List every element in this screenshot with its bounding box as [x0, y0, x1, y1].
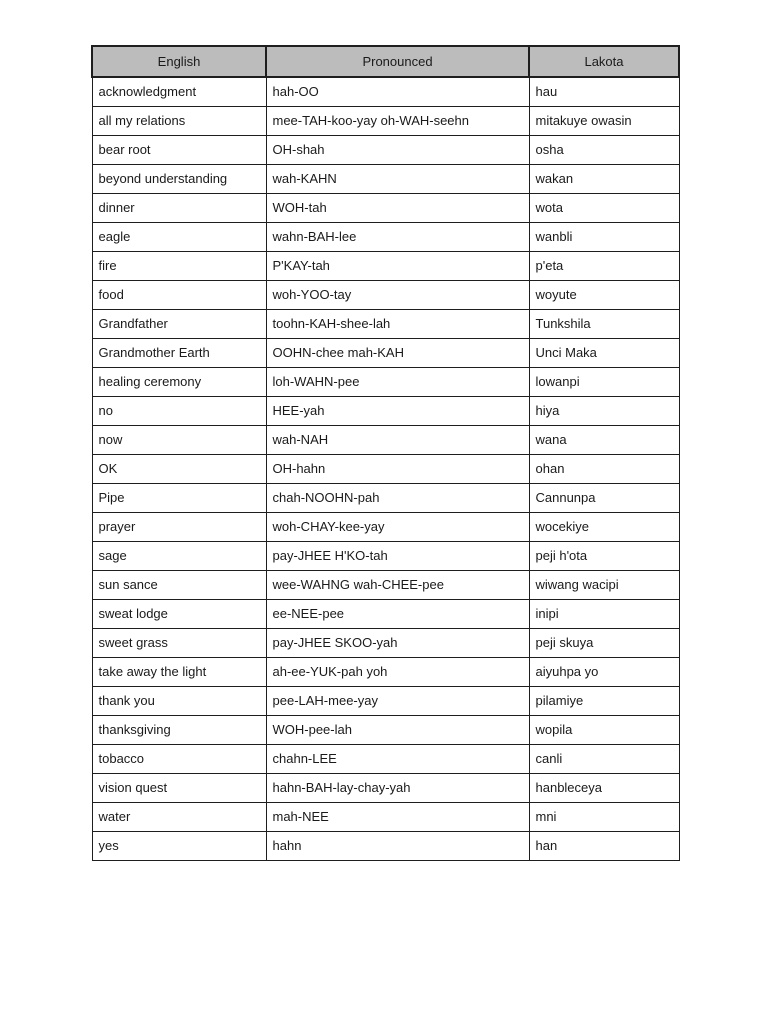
cell-english: sweet grass: [92, 628, 266, 657]
cell-pronounced: woh-CHAY-kee-yay: [266, 512, 529, 541]
cell-lakota: canli: [529, 744, 679, 773]
table-row: [92, 744, 679, 773]
header-row: [92, 46, 679, 77]
cell-english: dinner: [92, 193, 266, 222]
table-row: [92, 599, 679, 628]
table-row: [92, 686, 679, 715]
cell-lakota: osha: [529, 135, 679, 164]
cell-lakota: hiya: [529, 396, 679, 425]
cell-lakota: han: [529, 831, 679, 860]
cell-english: sun sance: [92, 570, 266, 599]
cell-english: OK: [92, 454, 266, 483]
cell-english: Grandfather: [92, 309, 266, 338]
table-row: [92, 193, 679, 222]
table-row: [92, 715, 679, 744]
table-row: [92, 396, 679, 425]
table-body: [92, 77, 679, 860]
cell-pronounced: toohn-KAH-shee-lah: [266, 309, 529, 338]
cell-pronounced: HEE-yah: [266, 396, 529, 425]
header-english: English: [92, 46, 266, 77]
cell-lakota: wopila: [529, 715, 679, 744]
cell-english: fire: [92, 251, 266, 280]
table-row: [92, 251, 679, 280]
cell-lakota: ohan: [529, 454, 679, 483]
table-row: [92, 77, 679, 106]
cell-lakota: mni: [529, 802, 679, 831]
cell-pronounced: ah-ee-YUK-pah yoh: [266, 657, 529, 686]
table-row: [92, 773, 679, 802]
cell-english: now: [92, 425, 266, 454]
table-row: [92, 802, 679, 831]
cell-pronounced: woh-YOO-tay: [266, 280, 529, 309]
table-row: [92, 164, 679, 193]
cell-pronounced: wee-WAHNG wah-CHEE-pee: [266, 570, 529, 599]
table-row: [92, 135, 679, 164]
cell-pronounced: loh-WAHN-pee: [266, 367, 529, 396]
cell-lakota: peji h'ota: [529, 541, 679, 570]
cell-pronounced: ee-NEE-pee: [266, 599, 529, 628]
cell-lakota: wocekiye: [529, 512, 679, 541]
cell-pronounced: hahn: [266, 831, 529, 860]
vocabulary-table: [91, 45, 680, 861]
cell-lakota: Unci Maka: [529, 338, 679, 367]
cell-english: thank you: [92, 686, 266, 715]
cell-lakota: wakan: [529, 164, 679, 193]
table-header: [92, 46, 679, 77]
cell-lakota: peji skuya: [529, 628, 679, 657]
cell-lakota: inipi: [529, 599, 679, 628]
cell-english: eagle: [92, 222, 266, 251]
cell-pronounced: wah-NAH: [266, 425, 529, 454]
cell-pronounced: wahn-BAH-lee: [266, 222, 529, 251]
cell-lakota: wana: [529, 425, 679, 454]
cell-english: sage: [92, 541, 266, 570]
table-row: [92, 338, 679, 367]
table-row: [92, 512, 679, 541]
cell-english: sweat lodge: [92, 599, 266, 628]
cell-pronounced: chah-NOOHN-pah: [266, 483, 529, 512]
cell-pronounced: OH-shah: [266, 135, 529, 164]
cell-english: healing ceremony: [92, 367, 266, 396]
table-row: [92, 106, 679, 135]
cell-english: acknowledgment: [92, 77, 266, 106]
cell-pronounced: pay-JHEE SKOO-yah: [266, 628, 529, 657]
table-row: [92, 628, 679, 657]
cell-lakota: Cannunpa: [529, 483, 679, 512]
cell-lakota: lowanpi: [529, 367, 679, 396]
cell-lakota: mitakuye owasin: [529, 106, 679, 135]
cell-lakota: hau: [529, 77, 679, 106]
cell-lakota: aiyuhpa yo: [529, 657, 679, 686]
cell-lakota: hanbleceya: [529, 773, 679, 802]
table-row: [92, 657, 679, 686]
cell-english: Pipe: [92, 483, 266, 512]
cell-lakota: Tunkshila: [529, 309, 679, 338]
cell-lakota: p'eta: [529, 251, 679, 280]
cell-pronounced: P'KAY-tah: [266, 251, 529, 280]
cell-pronounced: wah-KAHN: [266, 164, 529, 193]
cell-english: water: [92, 802, 266, 831]
cell-lakota: wanbli: [529, 222, 679, 251]
table-row: [92, 367, 679, 396]
cell-pronounced: OH-hahn: [266, 454, 529, 483]
table-row: [92, 483, 679, 512]
cell-english: all my relations: [92, 106, 266, 135]
cell-lakota: woyute: [529, 280, 679, 309]
cell-pronounced: pay-JHEE H'KO-tah: [266, 541, 529, 570]
table-row: [92, 454, 679, 483]
cell-lakota: wiwang wacipi: [529, 570, 679, 599]
table-row: [92, 831, 679, 860]
table-row: [92, 570, 679, 599]
cell-pronounced: chahn-LEE: [266, 744, 529, 773]
table-row: [92, 309, 679, 338]
cell-english: vision quest: [92, 773, 266, 802]
cell-english: beyond understanding: [92, 164, 266, 193]
cell-english: no: [92, 396, 266, 425]
cell-english: tobacco: [92, 744, 266, 773]
cell-english: prayer: [92, 512, 266, 541]
cell-pronounced: WOH-tah: [266, 193, 529, 222]
cell-pronounced: hah-OO: [266, 77, 529, 106]
table-row: [92, 541, 679, 570]
cell-english: food: [92, 280, 266, 309]
header-pronounced: Pronounced: [266, 46, 529, 77]
cell-english: yes: [92, 831, 266, 860]
cell-pronounced: OOHN-chee mah-KAH: [266, 338, 529, 367]
table-row: [92, 425, 679, 454]
cell-pronounced: WOH-pee-lah: [266, 715, 529, 744]
table-row: [92, 222, 679, 251]
cell-lakota: pilamiye: [529, 686, 679, 715]
cell-pronounced: pee-LAH-mee-yay: [266, 686, 529, 715]
cell-english: thanksgiving: [92, 715, 266, 744]
cell-english: Grandmother Earth: [92, 338, 266, 367]
cell-english: bear root: [92, 135, 266, 164]
table-row: [92, 280, 679, 309]
cell-lakota: wota: [529, 193, 679, 222]
cell-english: take away the light: [92, 657, 266, 686]
cell-pronounced: mee-TAH-koo-yay oh-WAH-seehn: [266, 106, 529, 135]
cell-pronounced: hahn-BAH-lay-chay-yah: [266, 773, 529, 802]
cell-pronounced: mah-NEE: [266, 802, 529, 831]
header-lakota: Lakota: [529, 46, 679, 77]
